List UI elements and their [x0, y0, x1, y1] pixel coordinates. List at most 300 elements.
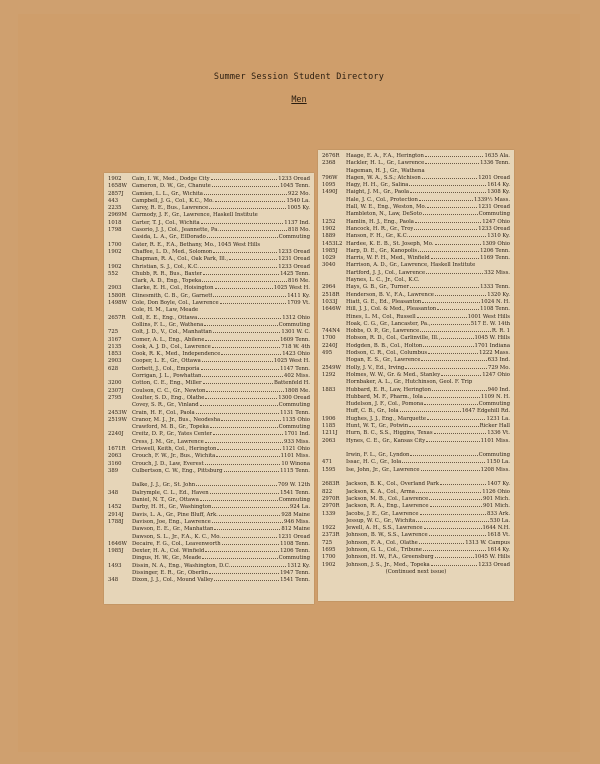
address: 1411 Ky.: [287, 292, 310, 299]
student-name: Hurn, B. C., S.S., Higgins, Texas: [346, 430, 433, 437]
student-name: Jackson, K. A., Col., Arma: [346, 488, 415, 495]
phone-code: 1902: [322, 225, 336, 232]
directory-entry: [322, 204, 510, 211]
phone-code: 1646W: [108, 540, 127, 547]
dot-leader: [222, 544, 279, 545]
dot-leader: [205, 464, 281, 465]
address: 1614 Ky.: [487, 547, 510, 554]
student-name: Collins, F. L., Gr., Wathena: [132, 321, 204, 328]
directory-entry: [322, 219, 510, 226]
directory-entry: [108, 541, 310, 548]
directory-entry: [108, 424, 310, 431]
directory-entry: [108, 366, 310, 373]
phone-code: 1018: [108, 219, 122, 226]
dot-leader: [200, 500, 278, 501]
address: 1206 Tenn.: [280, 548, 310, 555]
dot-leader: [212, 347, 281, 348]
phone-code: 1646W: [322, 306, 341, 313]
student-name: Jackson, R. A., Eng., Lawrence: [346, 503, 429, 510]
directory-entry: [108, 439, 310, 446]
student-name: Jacobs, J. E., Gr., Lawrence: [346, 510, 419, 517]
student-name: Hudelson, J. F., Col., Pomona: [346, 401, 424, 408]
directory-entry: [108, 212, 310, 219]
student-name: Dalke, J. J., Gr., St. John: [132, 482, 196, 489]
address: 812 Maine: [281, 526, 310, 533]
student-name: Hancock, H. R., Gr., Troy: [346, 225, 414, 232]
address: 1001 West Hills: [467, 313, 510, 320]
student-name: Hynes, C. E., Gr., Kansas City: [346, 437, 426, 444]
directory-entry: [322, 547, 510, 554]
directory-entry: [322, 525, 510, 532]
directory-entry: [108, 461, 310, 468]
directory-entry: [322, 226, 510, 233]
dot-leader: [423, 550, 486, 551]
dot-leader: [200, 405, 278, 406]
student-name: Cameron, D. W., Gr., Chanute: [132, 183, 211, 190]
student-name: Huff, C. B., Gr., Iola: [346, 408, 399, 415]
directory-entry: [322, 314, 510, 321]
address: 1320 Ky.: [487, 291, 510, 298]
address: 1308 Ky.: [487, 189, 510, 196]
directory-entry: [322, 335, 510, 342]
address: 1333 Tenn.: [480, 284, 510, 291]
address: 1231 La.: [486, 415, 510, 422]
student-name: Dissin, N. A., Eng., Washington, D.C.: [132, 562, 231, 569]
dot-leader: [435, 557, 474, 558]
dot-leader: [430, 506, 483, 507]
student-name: Harrison, A. D., Gr., Lawrence, Haskell Institute: [346, 262, 476, 269]
directory-entry: [322, 270, 510, 277]
dot-leader: [424, 397, 480, 398]
directory-entry: [108, 358, 310, 365]
directory-entry: [108, 431, 310, 438]
directory-entry: [108, 490, 310, 497]
directory-entry: [108, 300, 310, 307]
address: 1135 Ohio: [282, 416, 310, 423]
phone-code: 3040: [322, 262, 336, 269]
address: 1300 Oread: [278, 394, 310, 401]
dot-leader: [429, 499, 482, 500]
student-name: Hagy, H. H., Gr., Salina: [346, 182, 409, 189]
student-name: Hornbaker, A. L., Gr., Hutchinson, Geol. F. Trip: [346, 379, 473, 386]
phone-code: 471: [322, 459, 333, 466]
address: 1808 Me.: [284, 387, 310, 394]
dot-leader: [200, 267, 277, 268]
student-name: Dawson, S. L., Jr., F.A., K. C., Mo.: [132, 533, 221, 540]
student-name: Hanson, F. H., Gr., K.C.: [346, 233, 409, 240]
student-name: Comer, A. L., Eng., Abilene: [132, 336, 205, 343]
dot-leader: [429, 535, 487, 536]
address: Commuting: [278, 321, 310, 328]
student-name: Hale, J. C., Col., Protection: [346, 196, 418, 203]
student-name: Camien, L. L., Gr., Wichita: [132, 190, 203, 197]
phone-code: 2368: [322, 160, 336, 167]
directory-entry: [322, 416, 510, 423]
address: 1614 Ky.: [487, 182, 510, 189]
address: 1231 Oread: [278, 256, 310, 263]
address: 1045 W. Hills: [474, 335, 510, 342]
directory-entry: [108, 344, 310, 351]
address: 1609 Tenn.: [280, 336, 310, 343]
dot-leader: [426, 273, 483, 274]
dot-leader: [427, 207, 477, 208]
address: 633 Ind.: [487, 357, 510, 364]
dot-leader: [219, 515, 281, 516]
student-name: Jewell, A. H., S.S., Lawrence: [346, 525, 423, 532]
dot-leader: [416, 521, 489, 522]
directory-entry: [322, 554, 510, 561]
address: 1313 W. Campus: [465, 539, 510, 546]
phone-code: 389: [108, 467, 119, 474]
directory-entry: [322, 459, 510, 466]
student-name: Hiatt, G. E., Ed., Pleasanton: [346, 298, 422, 305]
address: 1618 Vt.: [487, 532, 510, 539]
address: 1635 Ala.: [484, 153, 510, 159]
directory-entry: [108, 504, 310, 511]
directory-entry: [322, 299, 510, 306]
phone-code: 2969M: [108, 212, 127, 219]
phone-code: 1889: [322, 233, 336, 240]
dot-leader: [425, 156, 484, 157]
dot-leader: [420, 331, 491, 332]
address: 1541 Tenn.: [280, 577, 310, 584]
student-name: Darby, H. H., Gr., Washington: [132, 504, 212, 511]
student-name: Hamlin, H. J., Eng., Paola: [346, 218, 414, 225]
student-name: Coulter, S. D., Eng., Olathe: [132, 394, 205, 401]
student-name: Dixon, J. J., Col., Mound Valley: [132, 577, 214, 584]
student-name: Cress, J. M., Gr., Lawrence: [132, 438, 204, 445]
address: 1131 Tenn.: [280, 409, 310, 416]
directory-entry: [108, 570, 310, 577]
dot-leader: [431, 565, 478, 566]
phone-code: 2519W: [108, 416, 127, 423]
directory-entry: [322, 248, 510, 255]
page-subtitle: [18, 95, 580, 105]
student-name: Johnson, H. W., F.A., Greensburg: [346, 554, 434, 561]
student-name: Haage, E. A., F.A., Herington: [346, 153, 424, 159]
dot-leader: [221, 420, 281, 421]
phone-code: 2964: [322, 284, 336, 291]
phone-code: 1595: [322, 466, 336, 473]
dot-leader: [220, 303, 287, 304]
student-name: Criswell, Keith, Col., Herington: [132, 445, 217, 452]
student-name: Hines, L. M., Col., Russell: [346, 313, 416, 320]
address: 1336 Vt.: [487, 430, 510, 437]
phone-code: 1292: [322, 371, 336, 378]
phone-code: 2903: [108, 285, 122, 292]
phone-code: 1700: [108, 241, 122, 248]
directory-entry: [108, 205, 310, 212]
student-name: Coll, E. E., Eng., Ottawa: [132, 314, 198, 321]
directory-entry: [322, 540, 510, 547]
address: Commuting: [278, 234, 310, 241]
phone-code: 2063: [108, 453, 122, 460]
student-name: Henderson, B. V., F.A., Lawrence: [346, 291, 434, 298]
address: 1126 Ohio: [482, 488, 510, 495]
address: 1423 Ohio: [282, 351, 310, 358]
student-name: Clark, A. D., Eng., Topeka: [132, 278, 202, 285]
dot-leader: [419, 200, 473, 201]
dot-leader: [402, 462, 485, 463]
dot-leader: [211, 179, 278, 180]
directory-clipping-left: [104, 173, 314, 604]
directory-entry: [322, 387, 510, 394]
directory-entry: [108, 176, 310, 183]
phone-code: 1185: [322, 422, 336, 429]
student-name: Cook, A. J. D., Col., Lawrence: [132, 343, 211, 350]
address: 816 Me.: [287, 278, 310, 285]
directory-entry: [108, 577, 310, 584]
directory-entry: [108, 256, 310, 263]
phone-code: 1452: [108, 504, 122, 511]
dot-leader: [205, 551, 279, 552]
directory-entry: [108, 526, 310, 533]
section-gap: [322, 445, 510, 452]
dot-leader: [415, 222, 481, 223]
directory-entry: [108, 293, 310, 300]
address: 1108 Tenn.: [280, 540, 310, 547]
dot-leader: [410, 287, 479, 288]
dot-leader: [224, 471, 280, 472]
student-name: Dawson, E. E., Gr., Manhattan: [132, 526, 214, 533]
dot-leader: [426, 441, 479, 442]
phone-code: 552: [108, 270, 119, 277]
directory-entry: [322, 394, 510, 401]
address: 1025 West H.: [273, 358, 310, 365]
student-name: Chubb, R. R., Bus., Baxter: [132, 270, 203, 277]
directory-entry: [322, 211, 510, 218]
directory-entry: [322, 489, 510, 496]
directory-entry: [322, 197, 510, 204]
address: 1407 Ky.: [487, 481, 510, 488]
address: 1101 Miss.: [280, 453, 310, 460]
student-name: Ise, John, Jr., Gr., Lawrence: [346, 466, 420, 473]
student-name: Corrigan, J. L., Powhattan: [132, 373, 202, 380]
section-gap: [108, 475, 310, 482]
phone-code: 1906: [322, 415, 336, 422]
directory-entry: [108, 497, 310, 504]
directory-entry: [108, 285, 310, 292]
address: 517 E. W. 14th: [470, 320, 510, 327]
student-name: Dalrymple, C. L., Ed., Haven: [132, 489, 209, 496]
address: 833 Ark.: [486, 510, 510, 517]
student-name: Holmes, W. W., Gr. & Med., Stanley: [346, 371, 441, 378]
student-name: Casorio, J. J., Col., Jeannette, Pa.: [132, 227, 220, 234]
dot-leader: [405, 368, 487, 369]
address: Commuting: [478, 211, 510, 218]
dot-leader: [435, 244, 482, 245]
directory-entry: [108, 191, 310, 198]
dot-leader: [210, 493, 279, 494]
dot-leader: [409, 185, 486, 186]
directory-entry: [108, 563, 310, 570]
student-name: Hambleton, N., Law, DeSoto: [346, 211, 422, 218]
student-name: Decaire, F. G., Col., Leavenworth: [132, 540, 221, 547]
dot-leader: [204, 325, 277, 326]
directory-clipping-right: [318, 150, 514, 601]
address: 1233 Oread: [478, 225, 510, 232]
dot-leader: [201, 223, 284, 224]
phone-code: 1922: [322, 525, 336, 532]
student-name: Harp, D. E., Gr., Kanopolis: [346, 247, 418, 254]
directory-entry: [108, 417, 310, 424]
directory-entry: [108, 388, 310, 395]
student-name: Casida, L. A., Gr., ElDorado: [132, 234, 206, 241]
address: 709 W. 12th: [278, 482, 310, 489]
directory-entry: [108, 307, 310, 314]
phone-code: 2795: [108, 394, 122, 401]
dot-leader: [214, 529, 280, 530]
address: Battenfeld H.: [273, 380, 310, 387]
dot-leader: [213, 332, 280, 333]
address: 1247 Ohio: [482, 371, 510, 378]
directory-entry: [108, 183, 310, 190]
address: Ricker Hall: [479, 422, 510, 429]
address: 1137 Ind.: [284, 219, 310, 226]
student-name: Hardee, K. E. B., St. Joseph, Mo.: [346, 240, 434, 247]
page-title: Summer Session Student Directory: [213, 72, 385, 82]
phone-code: 2683R: [322, 481, 340, 488]
phone-code: 2914J: [108, 511, 124, 518]
student-name: Jessup, W. C., Gr., Wichita: [346, 517, 416, 524]
address: 1231 Oread: [478, 204, 510, 211]
phone-code: 1902: [322, 561, 336, 568]
student-name: Crouch, J. D., Law, Everest: [132, 460, 204, 467]
phone-code: 1902: [108, 248, 122, 255]
phone-code: 744N4: [322, 328, 341, 335]
directory-page: [18, 14, 580, 752]
student-name: Campbell, J. G., Col., K.C., Mo.: [132, 197, 214, 204]
directory-entry: [322, 306, 510, 313]
student-name: Clarke, E. H., Col., Hoisington: [132, 285, 214, 292]
continued-note: (Continued next issue): [385, 569, 447, 575]
student-name: Carter, T. J., Col., Wichita: [132, 219, 200, 226]
directory-entry: [108, 351, 310, 358]
address: 1947 Tenn.: [280, 570, 310, 577]
phone-code: 1700: [322, 554, 336, 561]
phone-code: 2970R: [322, 503, 340, 510]
phone-code: 3160: [108, 460, 122, 467]
phone-code: 628: [108, 365, 119, 372]
directory-entry: [322, 511, 510, 518]
address: 1005 Ky.: [287, 205, 310, 212]
dot-leader: [212, 522, 283, 523]
dot-leader: [420, 514, 486, 515]
student-name: Hall, W. E., Eng., Weston, Mo.: [346, 204, 427, 211]
address: 1309 Ohio: [482, 240, 510, 247]
address: 1121 Ohio: [282, 445, 310, 452]
right-column-list: [322, 153, 510, 569]
address: 924 La.: [289, 504, 310, 511]
dot-leader: [198, 318, 281, 319]
dot-leader: [209, 208, 286, 209]
address: 1201 Oread: [478, 174, 510, 181]
student-name: Hodson, C. R., Col., Columbus: [346, 350, 428, 357]
student-name: Davis, L. A., Gr., Pine Bluff, Ark.: [132, 511, 218, 518]
phone-code: 725: [322, 539, 333, 546]
phone-code: 2903: [108, 358, 122, 365]
student-name: Covey, S. R., Gr., Vinland: [132, 402, 199, 409]
student-name: Cook, R. K., Med., Independence: [132, 351, 221, 358]
directory-entry: [322, 401, 510, 408]
directory-entry: [322, 241, 510, 248]
dot-leader: [431, 324, 469, 325]
phone-code: 1211J: [322, 430, 338, 437]
dot-leader: [207, 237, 278, 238]
directory-entry: [322, 503, 510, 510]
dot-leader: [410, 192, 486, 193]
directory-entry: [322, 292, 510, 299]
dot-leader: [201, 369, 280, 370]
phone-code: 1985J: [108, 548, 124, 555]
directory-entry: [108, 482, 310, 489]
dot-leader: [435, 295, 486, 296]
directory-entry: [322, 562, 510, 569]
directory-entry: [322, 467, 510, 474]
directory-entry: [322, 518, 510, 525]
directory-entry: [108, 548, 310, 555]
phone-code: 1339: [322, 510, 336, 517]
student-name: Hogan, E. S., Gr., Lawrence: [346, 357, 421, 364]
student-name: Coulson, C. C., Gr., Newton: [132, 387, 206, 394]
directory-entry: [108, 249, 310, 256]
dot-leader: [203, 274, 279, 275]
student-name: Christian, S. J., Col., K.C.: [132, 263, 199, 270]
student-name: Davison, Joe, Eng., Lawrence: [132, 518, 211, 525]
address: 1024 N. H.: [480, 298, 510, 305]
phone-code: 1493: [108, 562, 122, 569]
student-name: Hays, G. B., Gr., Turner: [346, 284, 409, 291]
left-column-list: [108, 176, 310, 585]
phone-code: 2240J: [108, 431, 124, 438]
directory-entry: [322, 277, 510, 284]
student-name: Culbertson, C. W., Eng., Pittsburg: [132, 467, 223, 474]
address: 1312 Ohio: [282, 314, 310, 321]
directory-entry: [322, 328, 510, 335]
dot-leader: [202, 376, 283, 377]
student-name: Hunt, W. T., Gr., Potwin: [346, 422, 409, 429]
address: 1233 Oread: [278, 263, 310, 270]
phone-code: 2307J: [108, 387, 124, 394]
address: 933 Miss.: [283, 438, 310, 445]
dot-leader: [427, 419, 485, 420]
student-name: Harris, W. F. H., Med., Winfield: [346, 255, 430, 262]
dot-leader: [205, 442, 283, 443]
dot-leader: [213, 252, 277, 253]
phone-code: 2549W: [322, 364, 341, 371]
address: 530 La.: [489, 517, 510, 524]
phone-code: 2373R: [322, 532, 340, 539]
student-name: Clinesmith, C. B., Gr., Garnett: [132, 292, 213, 299]
dot-leader: [213, 434, 283, 435]
dot-leader: [422, 302, 480, 303]
directory-entry: [322, 438, 510, 445]
directory-entry: [322, 430, 510, 437]
address: 1541 Tenn.: [280, 489, 310, 496]
directory-entry: [322, 408, 510, 415]
directory-entry: [322, 321, 510, 328]
directory-entry: [108, 402, 310, 409]
address: 1647 Edgehill Rd.: [461, 408, 510, 415]
dot-leader: [206, 391, 283, 392]
dot-leader: [400, 411, 461, 412]
student-name: Hackler, H. L., Gr., Lawrence: [346, 160, 425, 167]
address: 1701 Indiana: [474, 342, 510, 349]
directory-entry: [322, 175, 510, 182]
address: Commuting: [478, 401, 510, 408]
phone-code: 1695: [322, 547, 336, 554]
student-name: Jackson, B. K., Col., Overland Park: [346, 481, 439, 488]
